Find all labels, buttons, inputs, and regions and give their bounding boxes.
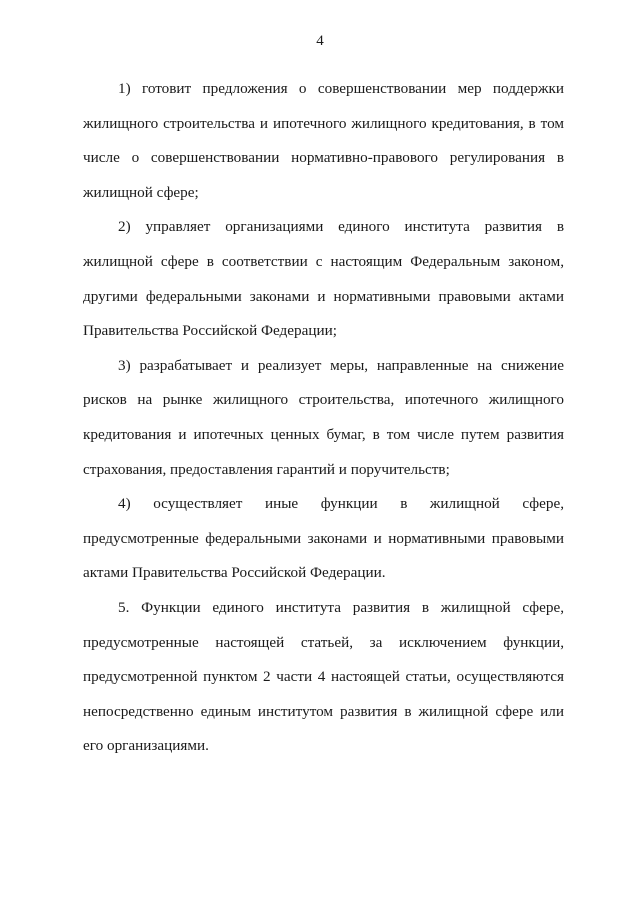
page-number: 4 xyxy=(316,33,324,49)
paragraph-3: 3) разрабатывает и реализует меры, направленные на снижение рисков на рынке жилищного строительства, ипотечного жилищного кредитования и ипотечных ценных бумаг, в том числе путем развития страхования, предоставления гарантий и поручительств; xyxy=(83,356,564,478)
paragraph-2: 2) управляет организациями единого института развития в жилищной сфере в соответствии с настоящим Федеральным законом, другими федеральными законами и нормативными правовыми актами Правительства Российской Федерации; xyxy=(83,218,564,340)
paragraph-4: 4) осуществляет иные функции в жилищной сфере, предусмотренные федеральными законами и нормативными правовыми актами Правительства Российской Федерации. xyxy=(83,495,564,582)
document-body xyxy=(83,72,564,764)
paragraph-5: 5. Функции единого института развития в жилищной сфере, предусмотренные настоящей статьей, за исключением функции, предусмотренной пунктом 2 части 4 настоящей статьи, осуществляются непосредственно единым институтом развития в жилищной сфере или его организациями. xyxy=(83,598,564,755)
paragraph-1: 1) готовит предложения о совершенствовании мер поддержки жилищного строительства и ипотечного жилищного кредитования, в том числе о совершенствовании нормативно-правового регулирования в жилищной сфере; xyxy=(83,80,564,201)
